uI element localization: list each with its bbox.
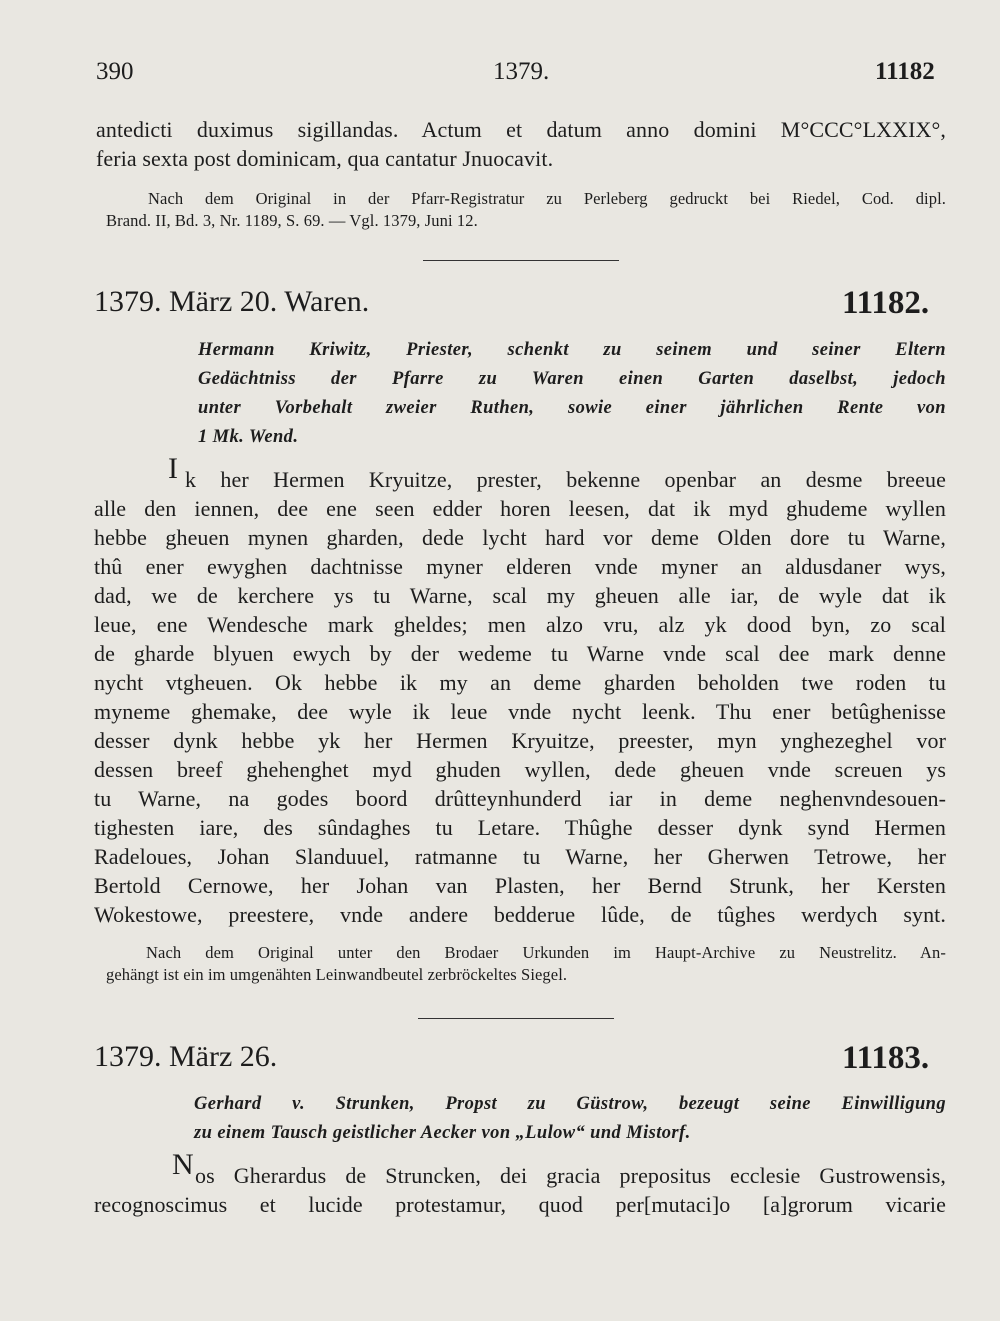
entry-summary-line: 1 Mk. Wend. bbox=[198, 427, 299, 447]
charter-text-line: recognoscimus et lucide protestamur, quod per[mutaci]o [a]grorum vicarie bbox=[94, 1192, 946, 1217]
charter-text-line: alle den iennen, dee ene seen edder horen leesen, dat ik myd ghudeme wyllen bbox=[94, 496, 946, 521]
carryover-line: antedicti duximus sigillandas. Actum et datum anno domini M°CCC°LXXIX°, bbox=[96, 117, 946, 142]
drop-cap: I bbox=[168, 452, 178, 485]
entry-date-heading: 1379. März 26. bbox=[94, 1040, 278, 1073]
charter-text-line: leue, ene Wendesche mark gheldes; men alzo vru, alz yk dood byn, zo scal bbox=[94, 612, 946, 637]
charter-text-line: hebbe gheuen mynen gharden, dede lycht hard vor deme Olden dore tu Warne, bbox=[94, 525, 946, 550]
entry-summary-line: zu einem Tausch geistlicher Aecker von „Lulow“ und Mistorf. bbox=[194, 1123, 691, 1143]
charter-text-line: nycht vtgheuen. Ok hebbe ik my an deme gharden beholden twe roden tu bbox=[94, 670, 946, 695]
charter-text-line: dessen breef ghehenghet myd ghuden wyllen, dede gheuen vnde screuen ys bbox=[94, 757, 946, 782]
entry-summary-line: Hermann Kriwitz, Priester, schenkt zu seinem und seiner Eltern bbox=[198, 340, 946, 360]
charter-text-line: Radeloues, Johan Slanduuel, ratmanne tu Warne, her Gherwen Tetrowe, her bbox=[94, 844, 946, 869]
charter-text-line: thû ener ewyghen dachtnisse myner elderen vnde myner an aldusdaner wys, bbox=[94, 554, 946, 579]
source-note-line: Nach dem Original in der Pfarr-Registratur zu Perleberg gedruckt bei Riedel, Cod. dipl. bbox=[148, 189, 946, 208]
entry-date-heading: 1379. März 20. Waren. bbox=[94, 285, 370, 318]
page-number: 390 bbox=[96, 58, 134, 85]
drop-cap: N bbox=[172, 1148, 194, 1181]
running-entry-number: 11182 bbox=[875, 58, 935, 85]
entry-number: 11182. bbox=[842, 285, 930, 321]
charter-text-line: de gharde blyuen ewych by der wedeme tu Warne vnde scal dee mark denne bbox=[94, 641, 946, 666]
charter-text-line: os Gherardus de Struncken, dei gracia prepositus ecclesie Gustrowensis, bbox=[195, 1163, 946, 1188]
section-divider bbox=[423, 260, 619, 261]
entry-summary-line: Gerhard v. Strunken, Propst zu Güstrow, bezeugt seine Einwilligung bbox=[194, 1094, 946, 1114]
carryover-line: feria sexta post dominicam, qua cantatur Jnuocavit. bbox=[96, 146, 554, 171]
charter-text-line: desser dynk hebbe yk her Hermen Kryuitze, preester, myn ynghezeghel vor bbox=[94, 728, 946, 753]
charter-text-line: tighesten iare, des sûndaghes tu Letare. Thûghe desser dynk synd Hermen bbox=[94, 815, 946, 840]
charter-text-line: myneme ghemake, dee wyle ik leue vnde nycht leenk. Thu ener betûghenisse bbox=[94, 699, 946, 724]
source-note-line: Nach dem Original unter den Brodaer Urkunden im Haupt-Archive zu Neustrelitz. An- bbox=[146, 943, 946, 962]
running-year: 1379. bbox=[493, 58, 550, 85]
entry-summary-line: Gedächtniss der Pfarre zu Waren einen Garten daselbst, jedoch bbox=[198, 369, 946, 389]
entry-number: 11183. bbox=[842, 1040, 930, 1076]
charter-text-line: tu Warne, na godes boord drûtteynhunderd iar in deme neghenvndesouen- bbox=[94, 786, 946, 811]
charter-text-line: dad, we de kerchere ys tu Warne, scal my gheuen alle iar, de wyle dat ik bbox=[94, 583, 946, 608]
entry-summary-line: unter Vorbehalt zweier Ruthen, sowie einer jährlichen Rente von bbox=[198, 398, 946, 418]
charter-text-line: k her Hermen Kryuitze, prester, bekenne openbar an desme breeue bbox=[185, 467, 946, 492]
charter-text-line: Bertold Cernowe, her Johan van Plasten, her Bernd Strunk, her Kersten bbox=[94, 873, 946, 898]
section-divider bbox=[418, 1018, 614, 1019]
source-note-line: Brand. II, Bd. 3, Nr. 1189, S. 69. — Vgl. 1379, Juni 12. bbox=[106, 211, 478, 230]
charter-text-line: Wokestowe, preestere, vnde andere bedderue lûde, de tûghes werdych synt. bbox=[94, 902, 946, 927]
source-note-line: gehängt ist ein im umgenähten Leinwandbeutel zerbröckeltes Siegel. bbox=[106, 965, 568, 984]
